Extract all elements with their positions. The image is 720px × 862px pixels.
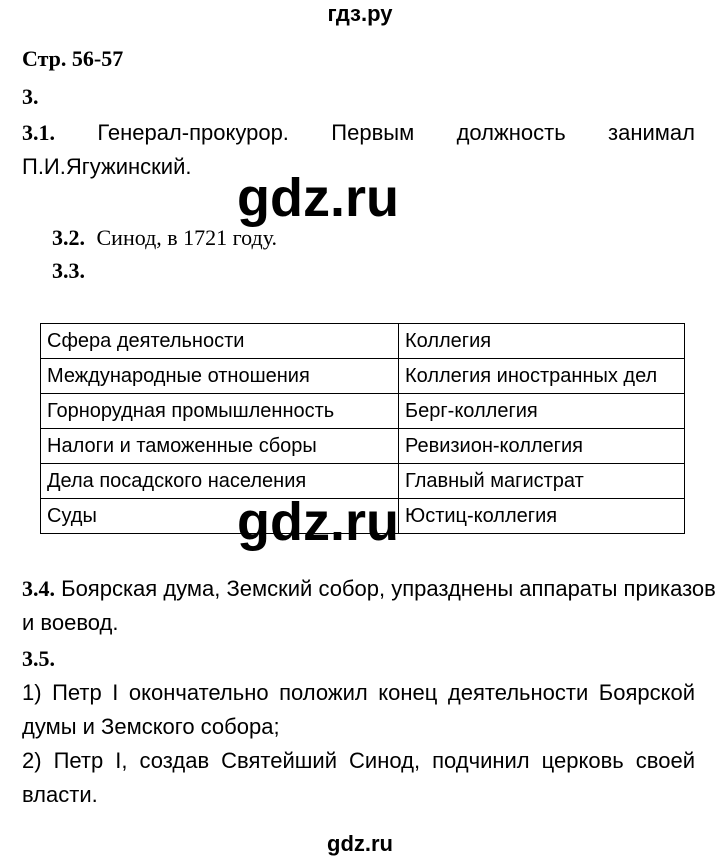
item-3-4-text: Боярская дума, Земский собор, упразднены аппараты приказов [61, 576, 716, 601]
watermark-middle: gdz.ru [237, 492, 399, 552]
site-header: гдз.ру [327, 1, 393, 26]
item-3-3-number: 3.3. [52, 258, 85, 283]
page-reference: Стр. 56-57 [22, 46, 124, 71]
table-cell-collegium: Главный магистрат [399, 464, 685, 499]
item-3-1-number: 3.1. [22, 120, 55, 145]
table-cell-collegium: Коллегия иностранных дел [399, 359, 685, 394]
table-cell-sphere: Дела посадского населения [41, 464, 399, 499]
table-row [41, 359, 685, 394]
task-number: 3. [22, 84, 39, 109]
table-cell-collegium: Юстиц-коллегия [399, 499, 685, 534]
table-header-row [41, 324, 685, 359]
item-3-4-number: 3.4. [22, 576, 55, 601]
item-3-5-point-1-line-1: 1) Петр I окончательно положил конец деятельности Боярской [22, 680, 695, 705]
table-row [41, 394, 685, 429]
table-row [41, 429, 685, 464]
table-cell-sphere: Горнорудная промышленность [41, 394, 399, 429]
watermark-top: gdz.ru [237, 168, 399, 228]
item-3-5-number: 3.5. [22, 646, 55, 671]
item-3-5-point-1-line-2: думы и Земского собора; [22, 714, 280, 739]
table-cell-sphere: Налоги и таможенные сборы [41, 429, 399, 464]
item-3-4-line-2: и воевод. [22, 610, 119, 635]
table-cell-sphere: Международные отношения [41, 359, 399, 394]
item-3-5-point-2-line-2: власти. [22, 782, 98, 807]
item-3-1-text: Генерал-прокурор. Первым должность занимал [97, 120, 695, 145]
item-3-2 [52, 224, 277, 252]
item-3-1-line-1 [22, 119, 695, 147]
site-footer: gdz.ru [327, 831, 393, 856]
item-3-2-number: 3.2. [52, 225, 85, 250]
item-3-5-point-2-line-1: 2) Петр I, создав Святейший Синод, подчинил церковь своей [22, 748, 695, 773]
table-header-sphere: Сфера деятельности [41, 324, 399, 359]
table-cell-sphere: Суды [41, 499, 399, 534]
table-cell-collegium: Ревизион-коллегия [399, 429, 685, 464]
table-cell-collegium: Берг-коллегия [399, 394, 685, 429]
table-header-collegium: Коллегия [399, 324, 685, 359]
item-3-2-text: Синод, в 1721 году. [96, 225, 278, 250]
item-3-4-line-1 [22, 575, 716, 603]
item-3-1-line-2: П.И.Ягужинский. [22, 154, 192, 179]
